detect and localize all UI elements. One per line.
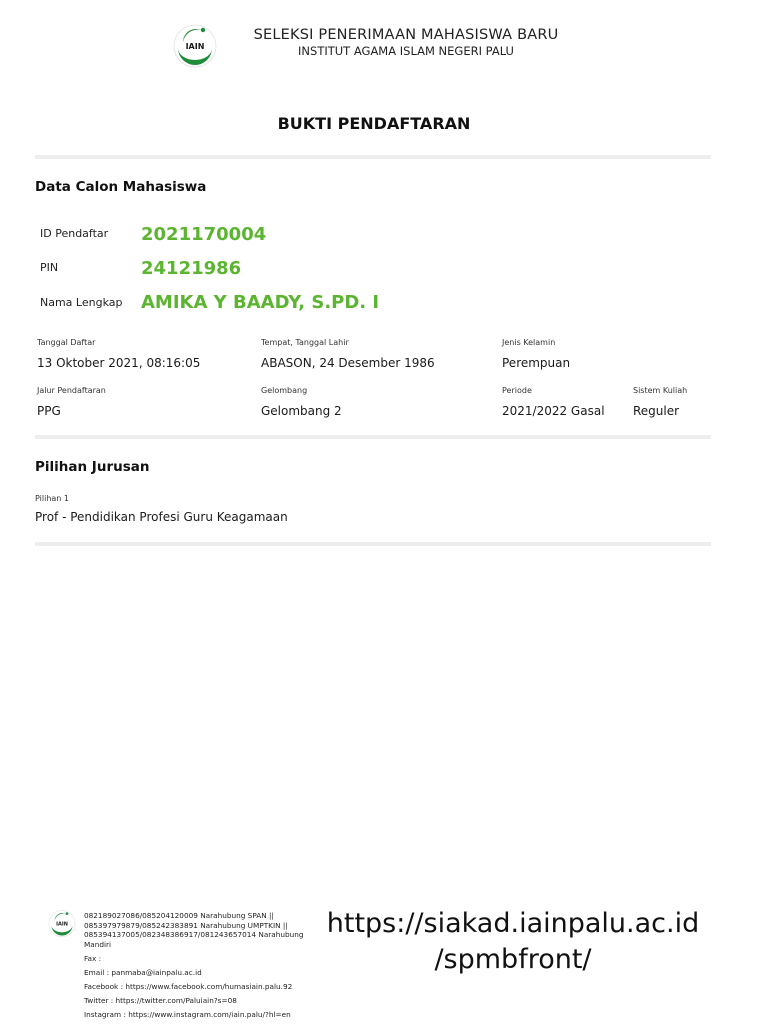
field-period [502,386,605,418]
svg-text:IAIN: IAIN [56,921,68,928]
divider [35,542,711,546]
footer-url-line-1[interactable]: https://siakad.iainpalu.ac.id [326,908,700,939]
field-label: Jenis Kelamin [502,338,556,347]
field-value: Perempuan [502,356,571,370]
footer-logo-icon [48,908,76,938]
field-label: Tempat, Tanggal Lahir [261,338,349,347]
field-study-system [633,386,687,418]
field-gender [502,338,570,370]
divider [35,435,711,439]
page-header [0,18,768,74]
pin-value: 24121986 [141,258,242,279]
footer-email: Email : panmaba@iainpalu.ac.id [84,968,202,978]
document-title: BUKTI PENDAFTARAN [277,114,471,133]
footer-phones: 082189027086/085204120009 Narahubung SPAN || 085397979879/085242383891 Narahubung UMPTKIN || 085394137005/082348386917/081243657014 Narahubung Mandiri [84,911,304,949]
field-label: Tanggal Daftar [37,338,96,347]
name-value: AMIKA Y BAADY, S.PD. I [141,292,380,313]
field-label: Sistem Kuliah [633,386,688,395]
field-label: Periode [502,386,532,395]
header-subtitle: INSTITUT AGAMA ISLAM NEGERI PALU [298,44,514,58]
id-value: 2021170004 [141,224,267,245]
footer-twitter: Twitter : https://twitter.com/Paluiain?s=08 [84,995,237,1005]
section-title-candidate: Data Calon Mahasiswa [35,179,207,195]
field-wave [261,386,342,418]
section-title-majors: Pilihan Jurusan [35,459,150,475]
field-value: ABASON, 24 Desember 1986 [261,356,435,370]
field-registration-path [37,386,106,418]
header-title: SELEKSI PENERIMAAN MAHASISWA BARU [253,27,559,43]
field-value: Reguler [633,404,680,418]
pin-label: PIN [40,261,59,274]
footer-url[interactable] [318,906,708,978]
field-value: 13 Oktober 2021, 08:16:05 [37,356,201,370]
footer-contact-info [84,911,316,1024]
field-registration-date [37,338,200,370]
field-value: Gelombang 2 [261,404,342,418]
choice-label: Pilihan 1 [35,494,69,503]
footer-instagram: Instagram : https://www.instagram.com/iain.palu/?hl=en [84,1009,291,1019]
major-choice-1 [35,494,288,524]
iain-logo-icon [173,21,217,69]
id-label: ID Pendaftar [40,227,109,240]
svg-text:IAIN: IAIN [185,42,205,51]
field-label: Gelombang [261,386,308,395]
field-label: Jalur Pendaftaran [37,386,106,395]
field-value: 2021/2022 Gasal [502,404,605,418]
footer-fax: Fax : [84,954,102,964]
field-birth-place-date [261,338,435,370]
footer-url-line-2[interactable]: /spmbfront/ [434,944,592,975]
footer-facebook: Facebook : https://www.facebook.com/humasiain.palu.92 [84,981,293,991]
divider [35,155,711,159]
field-value: PPG [37,404,61,418]
choice-value: Prof - Pendidikan Profesi Guru Keagamaan [35,510,288,524]
name-label: Nama Lengkap [40,296,123,309]
